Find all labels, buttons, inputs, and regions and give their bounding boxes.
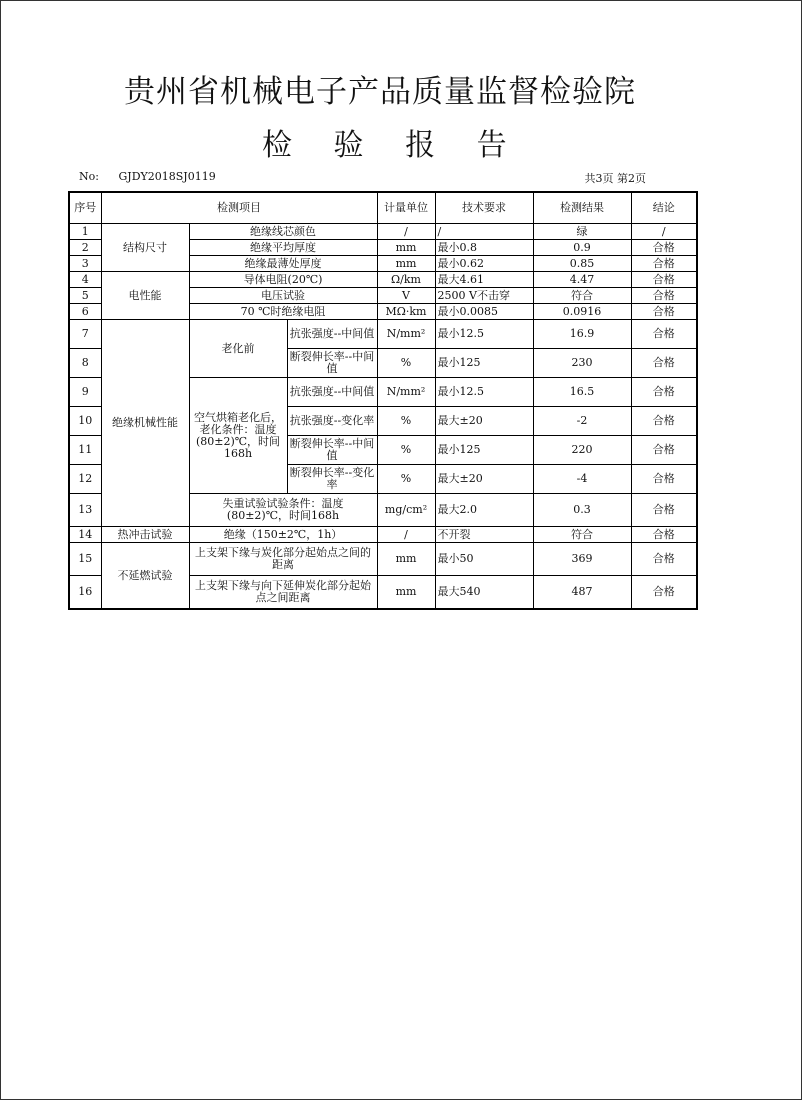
cell-seq: 1 bbox=[69, 224, 101, 240]
table-row bbox=[69, 543, 697, 576]
header-result: 检测结果 bbox=[533, 192, 631, 224]
cell-item: 抗张强度--中间值 bbox=[287, 320, 377, 349]
cell-conclusion: 合格 bbox=[631, 576, 697, 610]
cell-conclusion: 合格 bbox=[631, 527, 697, 543]
cell-conclusion: 合格 bbox=[631, 304, 697, 320]
cell-seq: 2 bbox=[69, 240, 101, 256]
cell-result: -2 bbox=[533, 407, 631, 436]
cell-seq: 7 bbox=[69, 320, 101, 349]
cell-seq: 9 bbox=[69, 378, 101, 407]
cell-requirement: 最大±20 bbox=[435, 465, 533, 494]
cell-result: -4 bbox=[533, 465, 631, 494]
cell-conclusion: 合格 bbox=[631, 320, 697, 349]
cell-item: 70 ℃时绝缘电阻 bbox=[189, 304, 377, 320]
cell-unit: mm bbox=[377, 543, 435, 576]
cell-result: 0.3 bbox=[533, 494, 631, 527]
cell-requirement: 不开裂 bbox=[435, 527, 533, 543]
cell-result: 0.85 bbox=[533, 256, 631, 272]
cell-unit: % bbox=[377, 349, 435, 378]
cell-unit: Ω/km bbox=[377, 272, 435, 288]
cell-seq: 11 bbox=[69, 436, 101, 465]
header-seq: 序号 bbox=[69, 192, 101, 224]
cell-requirement: 最小0.62 bbox=[435, 256, 533, 272]
cell-requirement: 最小12.5 bbox=[435, 320, 533, 349]
cell-conclusion: 合格 bbox=[631, 349, 697, 378]
cell-item: 失重试验试验条件：温度(80±2)℃，时间168h bbox=[189, 494, 377, 527]
cell-item: 绝缘最薄处厚度 bbox=[189, 256, 377, 272]
group-after-aging: 空气烘箱老化后，老化条件：温度(80±2)℃，时间168h bbox=[189, 378, 287, 494]
cell-result: 绿 bbox=[533, 224, 631, 240]
group-heat-shock: 热冲击试验 bbox=[101, 527, 189, 543]
cell-conclusion: 合格 bbox=[631, 494, 697, 527]
cell-seq: 13 bbox=[69, 494, 101, 527]
cell-requirement: 2500 V不击穿 bbox=[435, 288, 533, 304]
cell-requirement: / bbox=[435, 224, 533, 240]
header-requirement: 技术要求 bbox=[435, 192, 533, 224]
cell-unit: mg/cm² bbox=[377, 494, 435, 527]
cell-seq: 14 bbox=[69, 527, 101, 543]
cell-unit: mm bbox=[377, 256, 435, 272]
cell-item: 抗张强度--中间值 bbox=[287, 378, 377, 407]
cell-seq: 12 bbox=[69, 465, 101, 494]
cell-item: 绝缘（150±2℃，1h） bbox=[189, 527, 377, 543]
cell-seq: 4 bbox=[69, 272, 101, 288]
page-indicator: 共3页 第2页 bbox=[584, 172, 646, 185]
cell-result: 4.47 bbox=[533, 272, 631, 288]
cell-seq: 16 bbox=[69, 576, 101, 610]
cell-conclusion: 合格 bbox=[631, 543, 697, 576]
cell-seq: 15 bbox=[69, 543, 101, 576]
header-unit: 计量单位 bbox=[377, 192, 435, 224]
report-number bbox=[79, 170, 216, 183]
cell-unit: V bbox=[377, 288, 435, 304]
cell-unit: N/mm² bbox=[377, 320, 435, 349]
cell-requirement: 最大2.0 bbox=[435, 494, 533, 527]
cell-conclusion: 合格 bbox=[631, 272, 697, 288]
cell-conclusion: 合格 bbox=[631, 378, 697, 407]
cell-requirement: 最大4.61 bbox=[435, 272, 533, 288]
group-structure: 结构尺寸 bbox=[101, 224, 189, 272]
cell-conclusion: 合格 bbox=[631, 465, 697, 494]
cell-item: 上支架下缘与炭化部分起始点之间的距离 bbox=[189, 543, 377, 576]
cell-unit: % bbox=[377, 407, 435, 436]
cell-unit: / bbox=[377, 527, 435, 543]
cell-requirement: 最小0.8 bbox=[435, 240, 533, 256]
cell-requirement: 最小50 bbox=[435, 543, 533, 576]
cell-unit: % bbox=[377, 436, 435, 465]
cell-result: 16.5 bbox=[533, 378, 631, 407]
cell-unit: MΩ·km bbox=[377, 304, 435, 320]
group-flame: 不延燃试验 bbox=[101, 543, 189, 610]
group-mechanical: 绝缘机械性能 bbox=[101, 320, 189, 527]
cell-conclusion: 合格 bbox=[631, 436, 697, 465]
cell-conclusion: 合格 bbox=[631, 407, 697, 436]
cell-result: 16.9 bbox=[533, 320, 631, 349]
cell-conclusion: / bbox=[631, 224, 697, 240]
group-before-aging: 老化前 bbox=[189, 320, 287, 378]
cell-item: 断裂伸长率--中间值 bbox=[287, 349, 377, 378]
cell-item: 绝缘线芯颜色 bbox=[189, 224, 377, 240]
cell-requirement: 最大540 bbox=[435, 576, 533, 610]
cell-item: 绝缘平均厚度 bbox=[189, 240, 377, 256]
cell-item: 上支架下缘与向下延伸炭化部分起始点之间距离 bbox=[189, 576, 377, 610]
inspection-table bbox=[68, 191, 698, 610]
group-electrical: 电性能 bbox=[101, 272, 189, 320]
cell-result: 符合 bbox=[533, 527, 631, 543]
cell-item: 断裂伸长率--中间值 bbox=[287, 436, 377, 465]
table-row bbox=[69, 224, 697, 240]
cell-item: 断裂伸长率--变化率 bbox=[287, 465, 377, 494]
cell-result: 369 bbox=[533, 543, 631, 576]
cell-result: 220 bbox=[533, 436, 631, 465]
institute-title: 贵州省机械电子产品质量监督检验院 bbox=[124, 74, 636, 110]
cell-unit: mm bbox=[377, 576, 435, 610]
cell-seq: 6 bbox=[69, 304, 101, 320]
cell-result: 符合 bbox=[533, 288, 631, 304]
table-row bbox=[69, 320, 697, 349]
cell-result: 487 bbox=[533, 576, 631, 610]
cell-unit: % bbox=[377, 465, 435, 494]
report-title: 检 验 报 告 bbox=[262, 128, 523, 163]
cell-seq: 8 bbox=[69, 349, 101, 378]
cell-unit: mm bbox=[377, 240, 435, 256]
cell-unit: N/mm² bbox=[377, 378, 435, 407]
cell-item: 电压试验 bbox=[189, 288, 377, 304]
table-header-row bbox=[69, 192, 697, 224]
cell-seq: 3 bbox=[69, 256, 101, 272]
table-row bbox=[69, 272, 697, 288]
header-conclusion: 结论 bbox=[631, 192, 697, 224]
cell-requirement: 最大±20 bbox=[435, 407, 533, 436]
cell-seq: 10 bbox=[69, 407, 101, 436]
cell-item: 导体电阻(20℃) bbox=[189, 272, 377, 288]
cell-item: 抗张强度--变化率 bbox=[287, 407, 377, 436]
cell-result: 230 bbox=[533, 349, 631, 378]
header-item: 检测项目 bbox=[101, 192, 377, 224]
report-number-label: No: bbox=[79, 170, 99, 183]
cell-requirement: 最小12.5 bbox=[435, 378, 533, 407]
cell-seq: 5 bbox=[69, 288, 101, 304]
cell-result: 0.0916 bbox=[533, 304, 631, 320]
cell-requirement: 最小0.0085 bbox=[435, 304, 533, 320]
cell-requirement: 最小125 bbox=[435, 349, 533, 378]
table-row bbox=[69, 527, 697, 543]
cell-conclusion: 合格 bbox=[631, 288, 697, 304]
cell-conclusion: 合格 bbox=[631, 240, 697, 256]
cell-requirement: 最小125 bbox=[435, 436, 533, 465]
report-number-value: GJDY2018SJ0119 bbox=[118, 170, 216, 183]
cell-unit: / bbox=[377, 224, 435, 240]
cell-result: 0.9 bbox=[533, 240, 631, 256]
cell-conclusion: 合格 bbox=[631, 256, 697, 272]
